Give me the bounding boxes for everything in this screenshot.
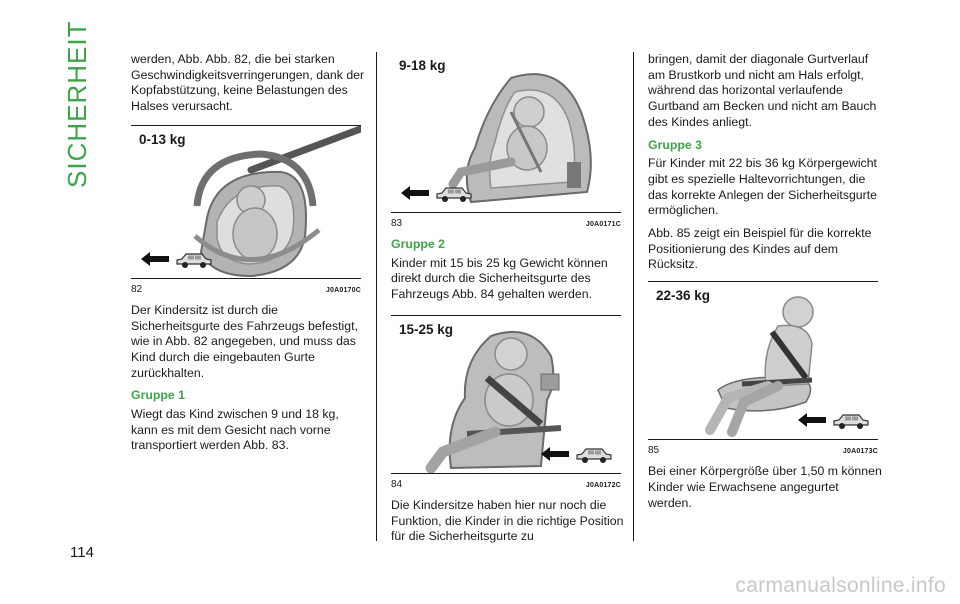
figure-84	[391, 315, 621, 474]
column-divider	[376, 52, 377, 541]
paragraph: werden, Abb. Abb. 82, die bei starken Geschwindigkeitsverringerungen, dank der Kopfabstützung, keine Belastungen des Halses verursacht.	[131, 52, 365, 114]
paragraph: Wiegt das Kind zwischen 9 und 18 kg, kann es mit dem Gesicht nach vorne transportiert werden Abb. 83.	[131, 407, 339, 453]
paragraph: Der Kindersitz ist durch die Sicherheitsgurte des Fahrzeugs befestigt, wie in Abb. 82 angegeben, und muss das Kind durch die eingebauten Gurte zurückhalten.	[131, 302, 358, 380]
figure-number: 85	[648, 445, 660, 457]
figure-82	[131, 125, 361, 279]
figure-number: 83	[391, 218, 403, 229]
figure-caption	[391, 215, 621, 229]
figure-weight-label: 22-36 kg	[656, 288, 711, 304]
car-icon	[832, 413, 870, 431]
figure-85	[648, 281, 878, 440]
column-divider	[633, 52, 634, 541]
figure-code: J0A0173C	[842, 448, 878, 456]
watermark: carmanualsonline.info	[735, 574, 946, 597]
figure-weight-label: 0-13 kg	[139, 131, 186, 147]
direction-arrow-icon	[798, 413, 826, 427]
paragraph: Bei einer Körpergröße über 1,50 m können Kinder wie Erwachsene angegurtet werden.	[648, 464, 882, 510]
section-heading: Gruppe 3	[648, 137, 702, 152]
car-icon	[575, 447, 613, 465]
figure-weight-label: 15-25 kg	[399, 321, 454, 337]
car-icon	[435, 186, 473, 204]
figure-caption	[131, 281, 361, 295]
paragraph: bringen, damit der diagonale Gurtverlauf am Brustkorb und nicht am Hals erfolgt, während das horizontal verlaufende Gurtband am Becken und nicht am Bauch des Kindes anliegt.	[648, 52, 877, 129]
figure-caption	[391, 476, 621, 490]
direction-arrow-icon	[401, 186, 429, 200]
figure-code: J0A0172C	[585, 481, 621, 489]
direction-arrow-icon	[141, 252, 169, 266]
car-icon	[175, 252, 213, 270]
page-number: 114	[70, 544, 94, 561]
figure-weight-label: 9-18 kg	[399, 58, 446, 73]
figure-code: J0A0170C	[325, 286, 361, 294]
paragraph: Die Kindersitze haben hier nur noch die Funktion, die Kinder in die richtige Position für die Sicherheitsgurte zu	[391, 497, 624, 544]
column-1	[131, 52, 367, 461]
paragraph: Für Kinder mit 22 bis 36 kg Körpergewicht gibt es spezielle Haltevorrichtungen, die das korrekte Anlegen der Sicherheitsgurte ermöglichen.	[648, 156, 877, 218]
column-2	[391, 52, 627, 552]
paragraph: Kinder mit 15 bis 25 kg Gewicht können direkt durch die Sicherheitsgurte des Fahrzeugs Abb. 84 gehalten werden.	[391, 255, 608, 302]
figure-caption	[648, 442, 878, 456]
section-heading: Gruppe 2	[391, 237, 445, 251]
figure-number: 84	[391, 478, 403, 490]
section-title: SICHERHEIT	[62, 20, 92, 188]
section-heading: Gruppe 1	[131, 388, 185, 403]
column-3	[648, 52, 884, 518]
paragraph: Abb. 85 zeigt ein Beispiel für die korrekte Positionierung des Kindes auf dem Rücksitz.	[648, 226, 872, 272]
figure-number: 82	[131, 283, 143, 295]
direction-arrow-icon	[541, 447, 569, 461]
figure-83	[391, 52, 621, 213]
figure-code: J0A0171C	[585, 221, 621, 228]
